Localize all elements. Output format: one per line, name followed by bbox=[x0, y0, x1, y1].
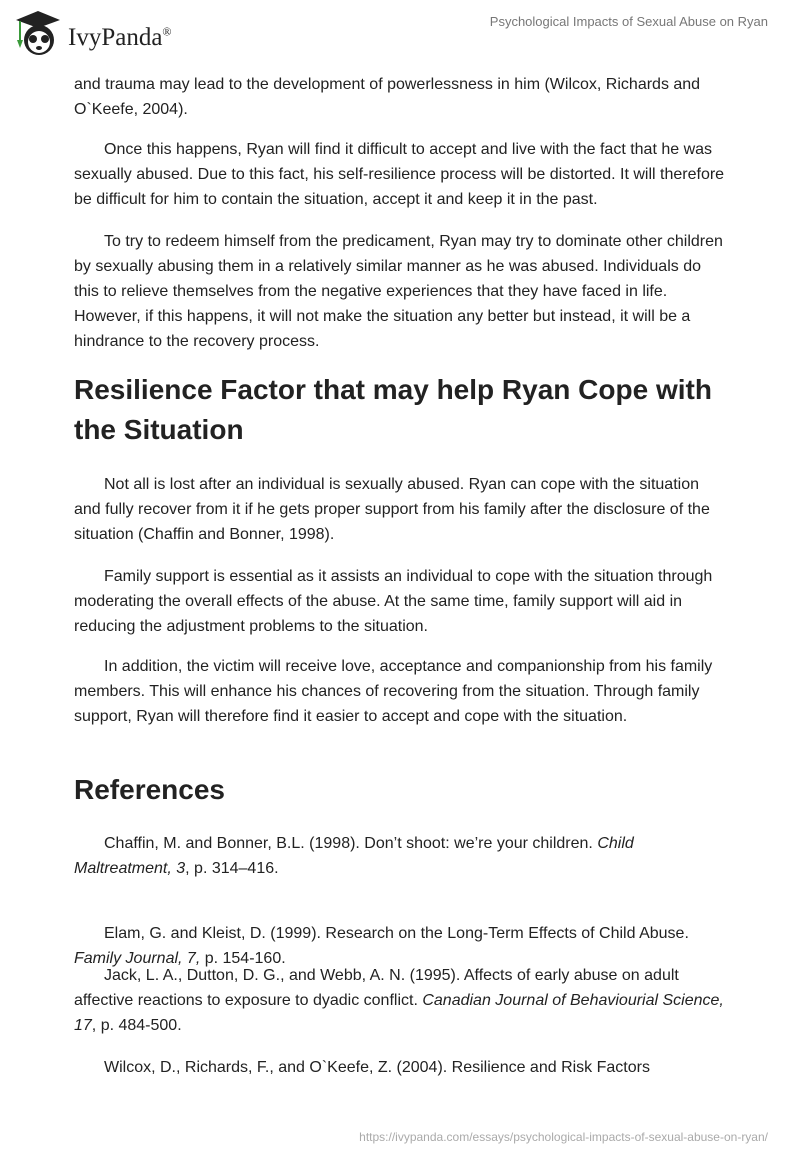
document-title: Psychological Impacts of Sexual Abuse on Ryan bbox=[489, 14, 768, 29]
paragraph: and trauma may lead to the development of powerlessness in him (Wilcox, Richards and O`Keefe, 2004). bbox=[74, 76, 701, 118]
registered-mark: ® bbox=[162, 24, 172, 39]
reference-journal: Child Maltreatment, 3 bbox=[74, 835, 634, 877]
reference-text: Elam, G. and Kleist, D. (1999). Research on the Long-Term Effects of Child Abuse. bbox=[104, 925, 689, 942]
section-heading: Resilience Factor that may help Ryan Cope with the Situation bbox=[74, 374, 712, 445]
footer-url[interactable]: https://ivypanda.com/essays/psychological-impacts-of-sexual-abuse-on-ryan/ bbox=[359, 1130, 768, 1144]
reference-item bbox=[74, 1055, 726, 1080]
paragraph: Once this happens, Ryan will find it difficult to accept and live with the fact that he was sexually abused. Due to this fact, his self-resilience process will be distorted. It will therefore be difficult for him to contain the situation, accept it and keep it in the past. bbox=[74, 141, 725, 208]
reference-pages: p. 154-160. bbox=[200, 950, 286, 967]
reference-text: Jack, L. A., Dutton, D. G., and Webb, A. N. (1995). Affects of early abuse on adult affective reactions to exposure to dyadic conflict. bbox=[74, 967, 679, 1009]
reference-journal: Family Journal, 7, bbox=[74, 950, 201, 967]
reference-pages: , p. 314–416. bbox=[185, 860, 279, 877]
paragraph: In addition, the victim will receive love, acceptance and companionship from his family members. This will enhance his chances of recovering from the situation. Through family support, Ryan will therefore find it easier to accept and cope with the situation. bbox=[74, 658, 713, 725]
paragraph: Not all is lost after an individual is sexually abused. Ryan can cope with the situation and fully recover from it if he gets proper support from his family after the disclosure of the situation (Chaffin and Bonner, 1998). bbox=[74, 476, 710, 543]
logo-text: IvyPanda bbox=[68, 24, 163, 51]
reference-text: Wilcox, D., Richards, F., and O`Keefe, Z. (2004). Resilience and Risk Factors bbox=[104, 1059, 650, 1076]
ivypanda-logo[interactable] bbox=[12, 8, 172, 58]
panda-graduate-icon bbox=[12, 8, 62, 58]
reference-item bbox=[74, 963, 726, 1038]
reference-item bbox=[74, 831, 726, 881]
paragraph: To try to redeem himself from the predicament, Ryan may try to dominate other children by sexually abusing them in a relatively similar manner as he was abused. Individuals do this to relieve themselves from the negative experiences that they have faced in life. However, if this happens, it will not make the situation any better but instead, it will be a hindrance to the recovery process. bbox=[74, 233, 723, 350]
reference-journal: Canadian Journal of Behaviourial Science, 17 bbox=[74, 992, 724, 1034]
reference-text: Chaffin, M. and Bonner, B.L. (1998). Don’t shoot: we’re your children. bbox=[104, 835, 598, 852]
references-heading: References bbox=[74, 774, 225, 805]
paragraph: Family support is essential as it assists an individual to cope with the situation through moderating the overall effects of the abuse. At the same time, family support will aid in reducing the adjustment problems to the situation. bbox=[74, 568, 713, 635]
reference-pages: , p. 484-500. bbox=[91, 1017, 182, 1034]
